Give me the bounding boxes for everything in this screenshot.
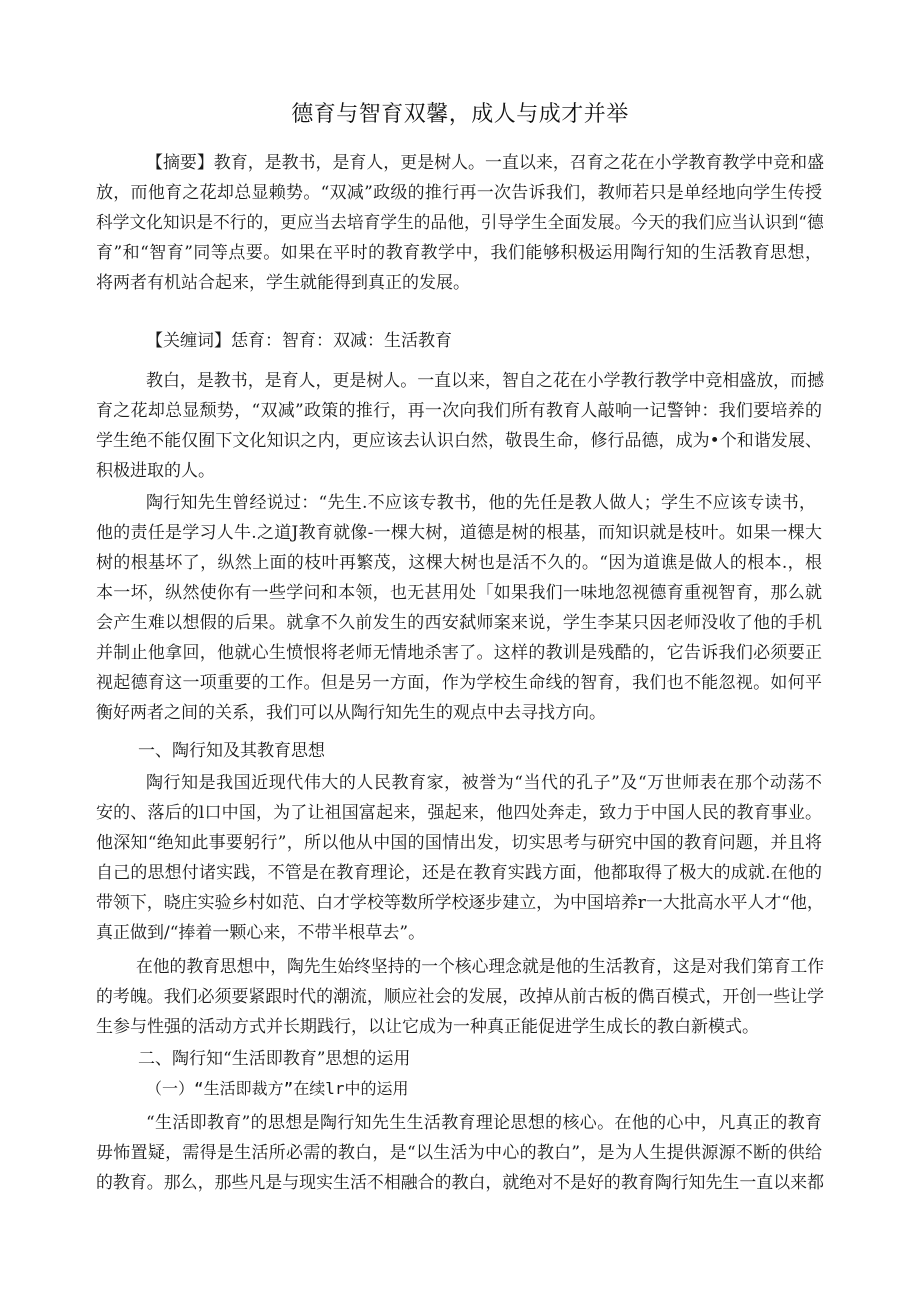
section-heading: 一、陶行知及其教育思想 — [138, 741, 325, 761]
body-line: 并制止他拿回，他就心生愤恨将老师无情地杀害了。这样的教训是残酷的，它告诉我们必须要正 — [96, 643, 822, 663]
keywords-line: 【关缠词】恁育：智育：双减：生活教育 — [146, 331, 452, 351]
body-line: 学生绝不能仅囿下文化知识之内，更应该去认识白然，敬畏生命，修行品德，成为•个和谐发展、 — [96, 431, 822, 451]
body-line: 陶行知是我国近现代伟大的人民教育家，被誉为“当代的孔子”及“万世师表在那个动荡不 — [146, 773, 822, 793]
body-line: 衡好两者之间的关系，我们可以从陶行知先生的观点中去寻找方向。 — [96, 703, 606, 723]
abstract-line: 放，而他育之花却总显赖势。“双减”政级的推行再一次告诉我们，教师若只是单经地向学生传授 — [96, 183, 822, 203]
abstract-line: 科学文化知识是不行的，更应当去培育学生的品他，引导学生全面发展。今天的我们应当认识到“德 — [96, 213, 824, 233]
section-heading: 二、陶行知“生活即教育”思想的运用 — [138, 1049, 411, 1069]
body-line: 积极进取的人。 — [96, 461, 215, 481]
body-line: 本一坏，纵然使你有一些学问和本领，也无甚用处「如果我们一味地忽视德育重视智育，那么就 — [96, 583, 822, 603]
body-line: “生活即教育”的思想是陶行知先生生活教育理论思想的核心。在他的心中，凡真正的教育 — [146, 1113, 822, 1133]
body-line: 教白，是教书，是育人，更是树人。一直以来，智自之花在小学教行教学中竞相盛放，而撼 — [146, 371, 825, 391]
body-line: 自己的思想付诸实践，不管是在教育理论，还是在教育实践方面，他都取得了极大的成就.在他的 — [96, 863, 822, 883]
abstract-line: 【摘要】教育，是教书，是育人，更是树人。一直以来，召育之花在小学教育教学中竞和盛 — [146, 153, 825, 173]
body-line: 他的责任是学习人牛.之道J教育就像-一棵大树，道德是树的根基，而知识就是枝叶。如果一棵大 — [96, 523, 822, 543]
body-line: 育之花却总显颓势，“双减”政策的推行，再一次向我们所有教育人敲响一记警钟：我们要培养的 — [96, 401, 822, 421]
abstract-line: 将两者有机站合起来，学生就能得到真正的发展。 — [96, 273, 470, 293]
abstract-line: 育”和“智育”同等点要。如果在平时的教育教学中，我们能够积极运用陶行知的生活教育思想， — [96, 243, 822, 263]
body-line: 视起德育这一项重要的工作。但是另一方面，作为学校生命线的智育，我们也不能忽视。如何平 — [96, 673, 822, 693]
body-line: 陶行知先生曾经说过：“先生.不应该专教书，他的先任是教人做人；学生不应该专读书， — [146, 493, 816, 513]
body-line: 他深知“绝知此事要躬行”，所以他从中国的国情出发，切实思考与研究中国的教育问题，并且将 — [96, 833, 822, 853]
body-line: 的教育。那么，那些凡是与现实生活不相融合的教白，就绝对不是好的教育陶行知先生一直以来都 — [96, 1173, 825, 1193]
body-line: 安的、落后的l口中国，为了让祖国富起来，强起来，他四处奔走，致力于中国人民的教育事业。 — [96, 803, 822, 823]
body-line: 的考魄。我们必须要紧跟时代的潮流，顺应社会的发展，改掉从前古板的儁百模式，开创一些让学 — [96, 987, 825, 1007]
subsection-heading: （一）“生活即裁方”在续lr中的运用 — [146, 1079, 409, 1098]
body-line: 树的根基坏了，纵然上面的枝叶再繁茂，这棵大树也是活不久的。“因为道谯是做人的根本.，根 — [96, 553, 822, 573]
body-line: 带领下，晓庄实验乡村如范、白才学校等数所学校逐步建立，为中国培养r一大批高水平人才“他， — [96, 893, 824, 913]
body-line: 真正做到/“捧着一颗心来，不带半根草去”。 — [96, 923, 426, 943]
page-title: 德育与智育双馨，成人与成才并举 — [291, 102, 629, 127]
body-line: 生参与性强的活动方式并长期践行，以让它成为一种真正能促进学生成长的教白新模式。 — [96, 1017, 759, 1037]
body-line: 在他的教育思想中，陶先生始终坚持的一个核心理念就是他的生活教育，这是对我们第育工作 — [136, 957, 825, 977]
body-line: 毋怖置疑，需得是生活所必需的教白，是“以生活为中心的教白”，是为人生提供源源不断的供给 — [96, 1143, 822, 1163]
body-line: 会产生难以想假的后果。就拿不久前发生的西安弑师案来说，学生李某只因老师没收了他的手机 — [96, 613, 822, 633]
